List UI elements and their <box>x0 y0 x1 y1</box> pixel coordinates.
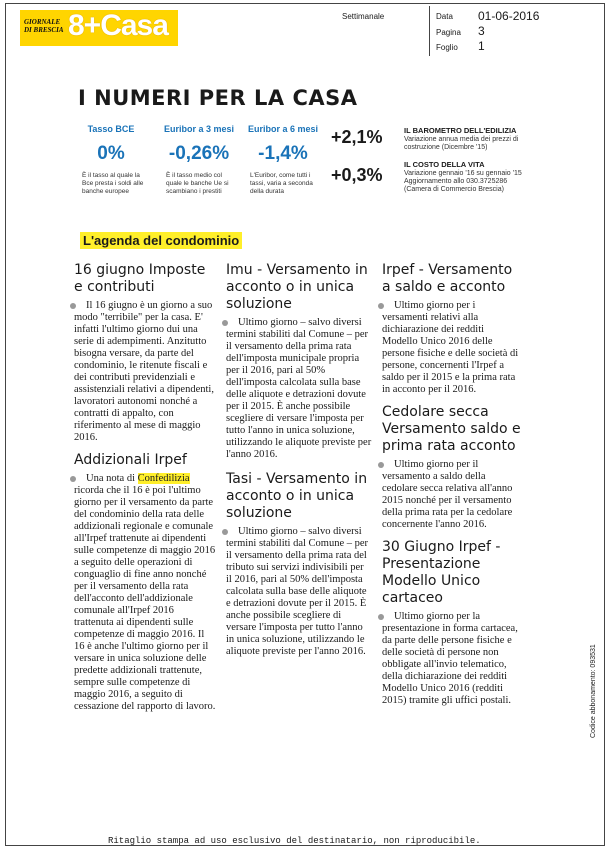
rate-euribor-3 <box>160 124 238 165</box>
logo-line2: DI BRESCIA <box>24 26 64 34</box>
article-text: Una nota di Confedilizia ricorda che il 16 è poi l'ultimo giorno per il versamento da parte del condominio della rata delle addizionali regionale e comunale all'Irpef trattenute ai dipendenti sulle competenze di maggio 2016 a seguito delle operazioni di conguaglio di fine anno nonché per il versamento della rata dell'acconto dell'addizionale comunale all'Irpef 2016 trattenuta ai dipendenti sulle competenze di maggio 2016. Il 16 è anche l'ultimo giorno per il versare in unica soluzione delle predette addizionali trattenute, sempre sulle competenze di maggio 2016, a seguito di cessazione del rapporto di lavoro. <box>74 473 216 712</box>
brand-name: 8+Casa <box>68 9 168 42</box>
article-text: Ultimo giorno – salvo diversi termini stabiliti dal Comune – per il versamento della prima rata del tributo sui servizi indivisibili per il 2016, pari al 50% dell'imposta calcolata sulla base delle aliquote e detrazioni dovute per il 2015. È anche possibile scegliere di versare l'imposta per tutto l'anno in unica soluzione, utilizzando le aliquote previste per l'anno 2016. <box>226 526 372 658</box>
pagina-value: 3 <box>478 24 485 38</box>
article-text: Ultimo giorno – salvo diversi termini stabiliti dal Comune – per il versamento della prima rata dell'imposta municipale propria per il 2016, pari al 50% dell'imposta calcolata sulla base delle aliquote e detrazioni dovute per il 2015. È anche possibile scegliere di versare l'imposta per tutto l'anno in unica soluzione, utilizzando le aliquote previste per l'anno 2016. <box>226 317 372 460</box>
rate-value: 0% <box>97 143 125 164</box>
frequency: Settimanale <box>342 12 385 21</box>
rate-label: Tasso BCE <box>87 124 135 134</box>
rate-label: Euribor a 6 mesi <box>247 124 319 134</box>
rate-value: -1,4% <box>258 143 308 164</box>
rate-bce <box>78 124 144 165</box>
foglio-value: 1 <box>478 39 485 53</box>
article-heading: Irpef - Versamento a saldo e acconto <box>382 262 513 295</box>
rate-note: È il tasso al quale la Bce presta i soldi alle banche europee <box>82 172 144 195</box>
article-heading: Tasi - Versamento in acconto o in unica soluzione <box>226 471 368 521</box>
pagina-label: Pagina <box>436 28 461 37</box>
subscription-code: Codice abbonamento: 093531 <box>590 644 597 738</box>
article-heading: Cedolare secca Versamento saldo e prima rata acconto <box>382 404 521 454</box>
agenda-column-1 <box>74 262 216 721</box>
agenda-title: L'agenda del condominio <box>80 232 242 249</box>
vita-value: +0,3% <box>331 165 383 185</box>
numbers-title: I NUMERI PER LA CASA <box>78 86 358 110</box>
agenda-column-3 <box>382 262 522 715</box>
article-text: Ultimo giorno per i versamenti relativi alla dichiarazione dei redditi Modello Unico 2016 delle persone fisiche e delle società di persone, concernenti l'Irpef a saldo per il 2015 e la prima rata in acconto per il 2016. <box>382 300 522 396</box>
rate-note: È il tasso medio col quale le banche Ue si scambiano i prestiti <box>166 172 229 195</box>
article-text: Ultimo giorno per il versamento a saldo della cedolare secca relativa all'anno 2015 nonché per il versamento della prima rata per la cedolare concernente l'anno 2016. <box>382 459 522 531</box>
foglio-label: Foglio <box>436 43 458 52</box>
article-text: Il 16 giugno è un giorno a suo modo "terribile" per la casa. E' infatti l'ultimo giorno dui una serie di adempimenti. Anzitutto bisogna versare, da parte del condominio, le ritenute fiscali e dei contributi previdenziali e assistenziali relativi a dipendenti, lavoratori autonomi nonché a contratti di appalto, con riferimento al mese di maggio 2016. <box>74 300 216 444</box>
rate-label: Euribor a 3 mesi <box>163 124 235 134</box>
page-header <box>6 4 604 56</box>
rate-euribor-6 <box>244 124 322 165</box>
vita-title: IL COSTO DELLA VITA <box>404 160 485 169</box>
logo-line1: GIORNALE <box>24 18 61 26</box>
meta-box <box>429 6 605 56</box>
barometro-value: +2,1% <box>331 127 383 147</box>
rate-value: -0,26% <box>168 143 230 164</box>
barometro-title: IL BAROMETRO DELL'EDILIZIA <box>404 126 517 135</box>
publication-logo <box>20 10 178 46</box>
rate-note: L'Euribor, come tutti i tassi, varia a seconda della durata <box>250 172 313 195</box>
data-label: Data <box>436 12 453 21</box>
highlight-confedilizia: Confedilizia <box>137 473 190 484</box>
article-text: Ultimo giorno per la presentazione in forma cartacea, da parte delle persone fisiche e delle società di persone non obbligate all'invio telematico, della dichiarazione dei redditi Modello Unico 2016 (redditi 2015) tramite gli uffici postali. <box>382 611 522 707</box>
article-heading: 16 giugno Imposte e contributi <box>74 262 206 295</box>
article-heading: Addizionali Irpef <box>74 452 187 468</box>
vita-text: Variazione gennaio '16 su gennaio '15 Aggiornamento allo 030.3725286 (Camera di Commercio Brescia) <box>404 170 522 193</box>
agenda-column-2 <box>226 262 372 666</box>
article-heading: Imu - Versamento in acconto o in unica soluzione <box>226 262 368 312</box>
barometro-text: Variazione annua media dei prezzi di costruzione (Dicembre '15) <box>404 136 519 151</box>
article-heading: 30 Giugno Irpef - Presentazione Modello Unico cartaceo <box>382 539 501 606</box>
footer-note: Ritaglio stampa ad uso esclusivo del destinatario, non riproducibile. <box>108 836 481 846</box>
data-value: 01-06-2016 <box>478 9 540 23</box>
